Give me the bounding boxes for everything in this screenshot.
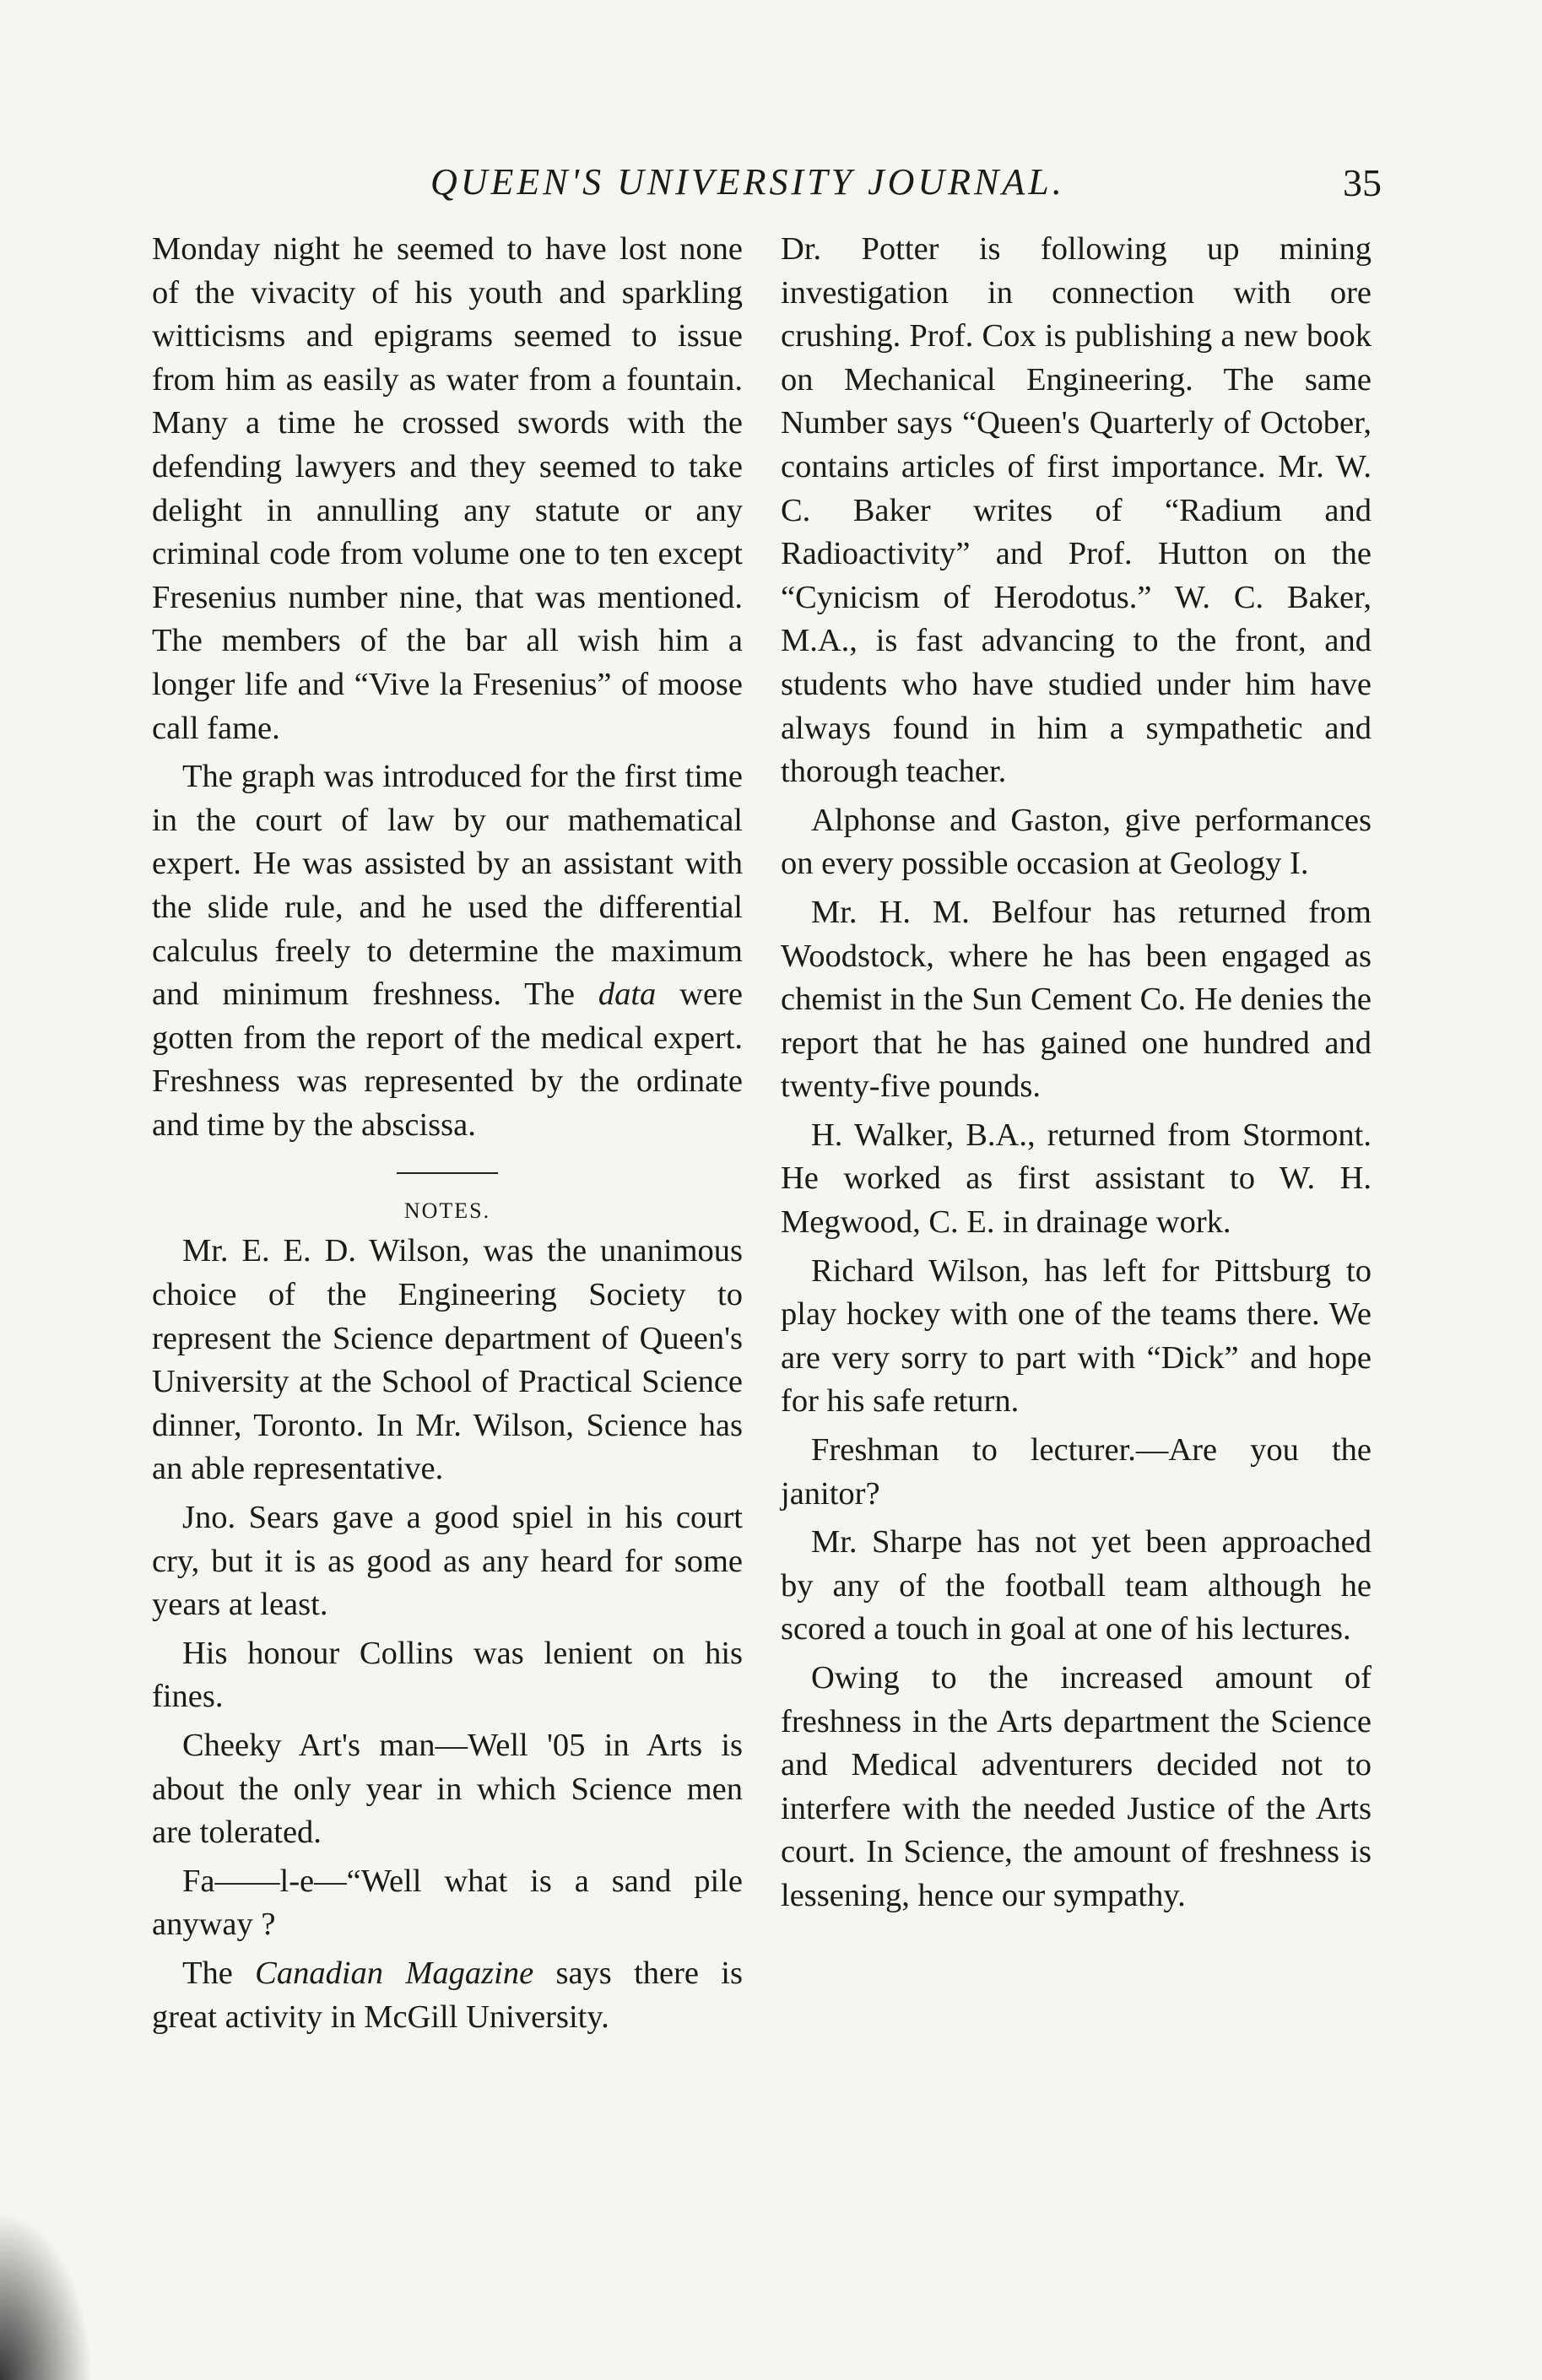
note-sharpe: Mr. Sharpe has not yet been approached by any of the football team although he scored a touch in goal at one of his lectures. [781,1524,1372,1647]
note-sand-pile: Fa——l-e—“Well what is a sand pile anyway ? [152,1863,743,1943]
page-number: 35 [1343,161,1382,204]
section-divider [397,1172,498,1174]
note-potter: Dr. Potter is following up mining investigation in connection with ore crushing. Prof. Cox is publishing a new book on Mechanical Engineering. The same Number says “Queen's Quarterly of October, contains articles of first importance. Mr. W. C. Baker writes of “Radium and Radioactivity” and Prof. Hutton on the “Cynicism of Herodotus.” W. C. Baker, M.A., is fast advancing to the front, and students who have studied under him have always found in him a sympathetic and thorough teacher. [781,231,1372,790]
notes-heading: NOTES. [403,1198,491,1224]
note-canadian-magazine [152,1952,743,2039]
data-italic: data [598,976,657,1013]
note-canadian-magazine-text-1: The [182,1955,256,1991]
paragraph-fresenius: Monday night he seemed to have lost none of the vivacity of his youth and sparkling witticisms and epigrams seemed to issue from him as easily as water from a fountain. Many a time he crossed swords with the defending lawyers and they seemed to take delight in annulling any statute or any criminal code from volume one to ten except Fresenius number nine, that was mentioned. The members of the bar all wish him a longer life and “Vive la Fresenius” of moose call fame. [152,231,743,746]
scan-smudge [0,2211,93,2380]
page-header [152,160,1390,211]
note-alphonse-gaston: Alphonse and Gaston, give performances on every possible occasion at Geology I. [781,802,1372,882]
paragraph-graph-text-1: The graph was introduced for the first time in the court of law by our mathematical expert. He was assisted by an assistant with the slide rule, and he used the differential calculus freely to determine the maximum and minimum freshness. The [152,759,743,1013]
note-walker: H. Walker, B.A., returned from Stormont. He worked as first assistant to W. H. Megwood, C. E. in drainage work. [781,1117,1372,1241]
right-column [781,228,1372,1918]
note-belfour: Mr. H. M. Belfour has returned from Woodstock, where he has been engaged as chemist in the Sun Cement Co. He denies the report that he has gained one hundred and twenty-five pounds. [781,894,1372,1105]
journal-title: QUEEN'S UNIVERSITY JOURNAL. [430,161,1065,203]
note-cheeky-art: Cheeky Art's man—Well '05 in Arts is about the only year in which Science men are tolerated. [152,1728,743,1851]
note-wilson: Mr. E. E. D. Wilson, was the unanimous choice of the Engineering Society to represent the Science department of Queen's University at the School of Practical Science dinner, Toronto. In Mr. Wilson, Science has an able representative. [152,1233,743,1487]
note-canadian-magazine-text-2: says there is great activity in McGill University. [152,1955,743,2035]
paragraph-graph-text-2: were gotten from the report of the medical expert. Freshness was represented by the ordinate and time by the abscissa. [152,976,743,1143]
note-freshman: Freshman to lecturer.—Are you the janitor? [781,1432,1372,1512]
note-freshness: Owing to the increased amount of freshness in the Arts department the Science and Medical adventurers decided not to interfere with the needed Justice of the Arts court. In Science, the amount of freshness is lessening, hence our sympathy. [781,1660,1372,1913]
note-collins: His honour Collins was lenient on his fines. [152,1635,743,1715]
left-column [152,228,743,2039]
note-richard-wilson: Richard Wilson, has left for Pittsburg to play hockey with one of the teams there. We are very sorry to part with “Dick” and hope for his safe return. [781,1252,1372,1420]
paragraph-graph [152,755,743,1147]
note-sears: Jno. Sears gave a good spiel in his court cry, but it is as good as any heard for some years at least. [152,1500,743,1623]
canadian-magazine-italic: Canadian Magazine [255,1955,534,1991]
